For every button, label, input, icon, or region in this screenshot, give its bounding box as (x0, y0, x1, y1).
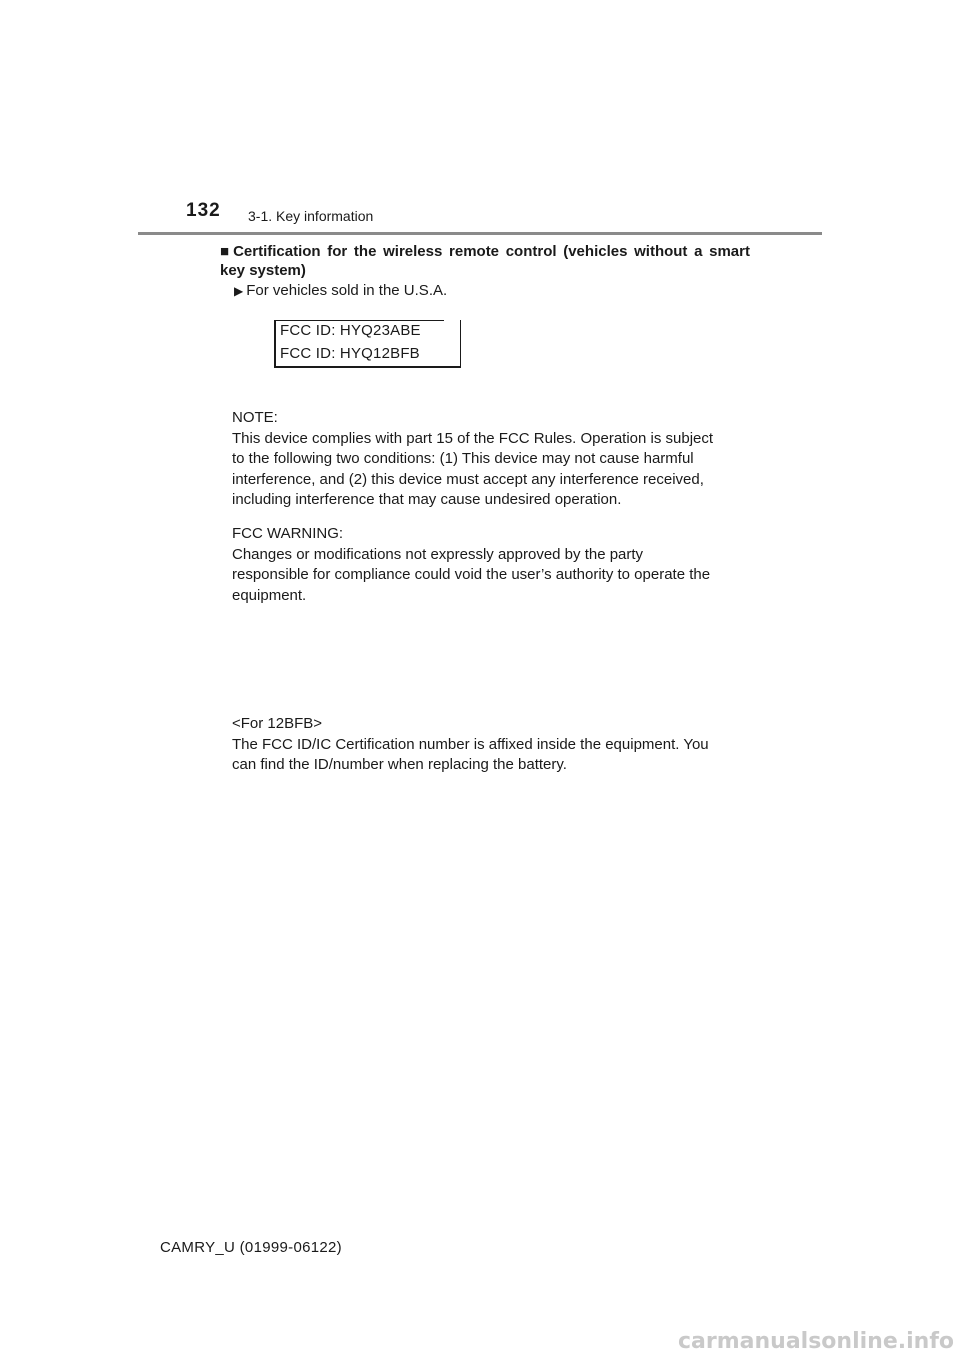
fcc-id-label (274, 320, 461, 368)
note-line: This device complies with part 15 of the FCC Rules. Operation is subject (232, 429, 714, 447)
warning-line: responsible for compliance could void the user’s authority to operate the (232, 566, 711, 583)
site-watermark: carmanualsonline.info (678, 1329, 954, 1354)
warning-block (232, 524, 752, 606)
for-12bfb-line: The FCC ID/IC Certification number is affixed inside the equipment. You (232, 735, 709, 753)
for-12bfb-block (232, 714, 752, 776)
warning-line: Changes or modifications not expressly approved by the party (232, 545, 644, 563)
page-number: 132 (186, 200, 221, 221)
note-line: interference, and (2) this device must accept any interference received, (232, 470, 704, 488)
triangle-right-icon: ▶ (234, 284, 244, 298)
bullet-text: For vehicles sold in the U.S.A. (246, 282, 448, 299)
fcc-id-line: FCC ID: HYQ12BFB (280, 345, 420, 362)
fcc-id-line: FCC ID: HYQ23ABE (280, 322, 421, 339)
for-12bfb-line: can find the ID/number when replacing the battery. (232, 756, 567, 773)
note-block (232, 408, 752, 511)
section-title: 3-1. Key information (248, 208, 374, 224)
label-top-rule (276, 320, 444, 321)
header-divider (138, 232, 822, 235)
note-line: to the following two conditions: (1) This device may not cause harmful (232, 450, 694, 467)
warning-title: FCC WARNING: (232, 525, 344, 542)
warning-line: equipment. (232, 586, 307, 604)
subheading (220, 242, 750, 280)
document-id: CAMRY_U (01999-06122) (160, 1239, 342, 1256)
subheading-text: Certification for the wireless remote control (vehicles without a smart key system) (220, 243, 750, 279)
square-bullet-icon: ■ (220, 243, 230, 260)
bullet-item (234, 282, 447, 299)
note-title: NOTE: (232, 409, 278, 426)
for-12bfb-title: <For 12BFB> (232, 715, 323, 732)
note-line: including interference that may cause undesired operation. (232, 491, 622, 508)
